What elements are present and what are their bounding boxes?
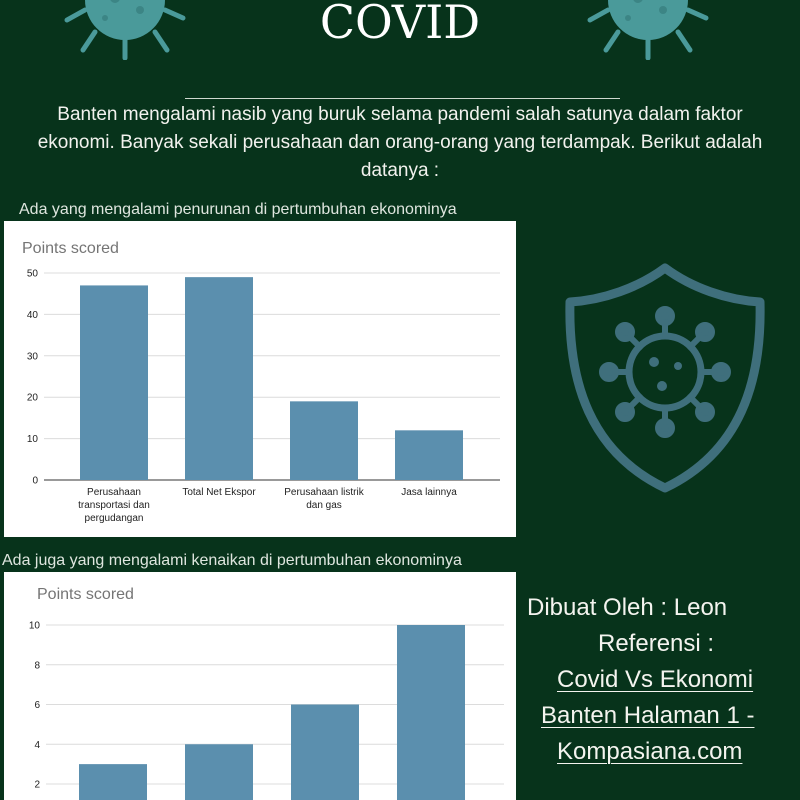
bar xyxy=(80,285,148,480)
bar xyxy=(291,705,359,800)
chart-title: Points scored xyxy=(37,586,134,603)
y-tick-label: 40 xyxy=(26,309,38,321)
decline-caption: Ada yang mengalami penurunan di pertumbuhan ekonominya xyxy=(19,201,457,218)
reference-link-line-2[interactable]: Banten Halaman 1 - xyxy=(541,702,755,729)
y-tick-label: 4 xyxy=(34,739,40,751)
y-tick-label: 10 xyxy=(26,434,38,446)
chart-title: Points scored xyxy=(22,240,119,257)
x-tick-label: Jasa lainnya xyxy=(401,487,457,498)
x-tick-label: Total Net Ekspor xyxy=(182,487,256,498)
increase-bar-chart xyxy=(4,572,516,800)
increase-chart-svg xyxy=(4,572,516,800)
decline-chart-svg xyxy=(4,221,516,537)
y-tick-label: 30 xyxy=(26,351,38,363)
title-divider xyxy=(185,98,620,99)
shield-virus-icon xyxy=(562,262,768,494)
reference-link-line-3[interactable]: Kompasiana.com xyxy=(557,738,743,765)
reference-link-line-1[interactable]: Covid Vs Ekonomi xyxy=(557,666,754,693)
y-tick-label: 50 xyxy=(26,268,38,280)
bar xyxy=(290,401,358,480)
y-tick-label: 8 xyxy=(34,660,40,672)
x-tick-label: transportasi dan xyxy=(78,500,150,511)
x-tick-label: Perusahaan xyxy=(87,487,141,498)
author-credit: Dibuat Oleh : Leon xyxy=(527,594,728,621)
y-tick-label: 0 xyxy=(32,475,38,487)
bar xyxy=(395,430,463,480)
y-tick-label: 10 xyxy=(28,620,40,632)
bar xyxy=(397,625,465,800)
bar xyxy=(79,764,147,800)
y-tick-label: 20 xyxy=(26,392,38,404)
y-tick-label: 2 xyxy=(34,779,40,791)
intro-paragraph: Banten mengalami nasib yang buruk selama pandemi salah satunya dalam faktor ekonomi. Banyak sekali perusahaan dan orang-orang yang terdampak. Berikut adalah datanya : xyxy=(37,104,763,181)
x-tick-label: dan gas xyxy=(306,500,342,511)
credits xyxy=(522,590,800,770)
x-tick-label: pergudangan xyxy=(84,513,144,524)
decline-bar-chart xyxy=(4,221,516,537)
y-tick-label: 6 xyxy=(34,700,40,711)
increase-caption: Ada juga yang mengalami kenaikan di pertumbuhan ekonominya xyxy=(2,552,462,569)
page-title: COVID xyxy=(319,0,481,49)
bar xyxy=(185,744,253,800)
reference-label: Referensi : xyxy=(598,630,715,657)
x-tick-label: Perusahaan listrik xyxy=(284,487,364,498)
bar xyxy=(185,277,253,480)
